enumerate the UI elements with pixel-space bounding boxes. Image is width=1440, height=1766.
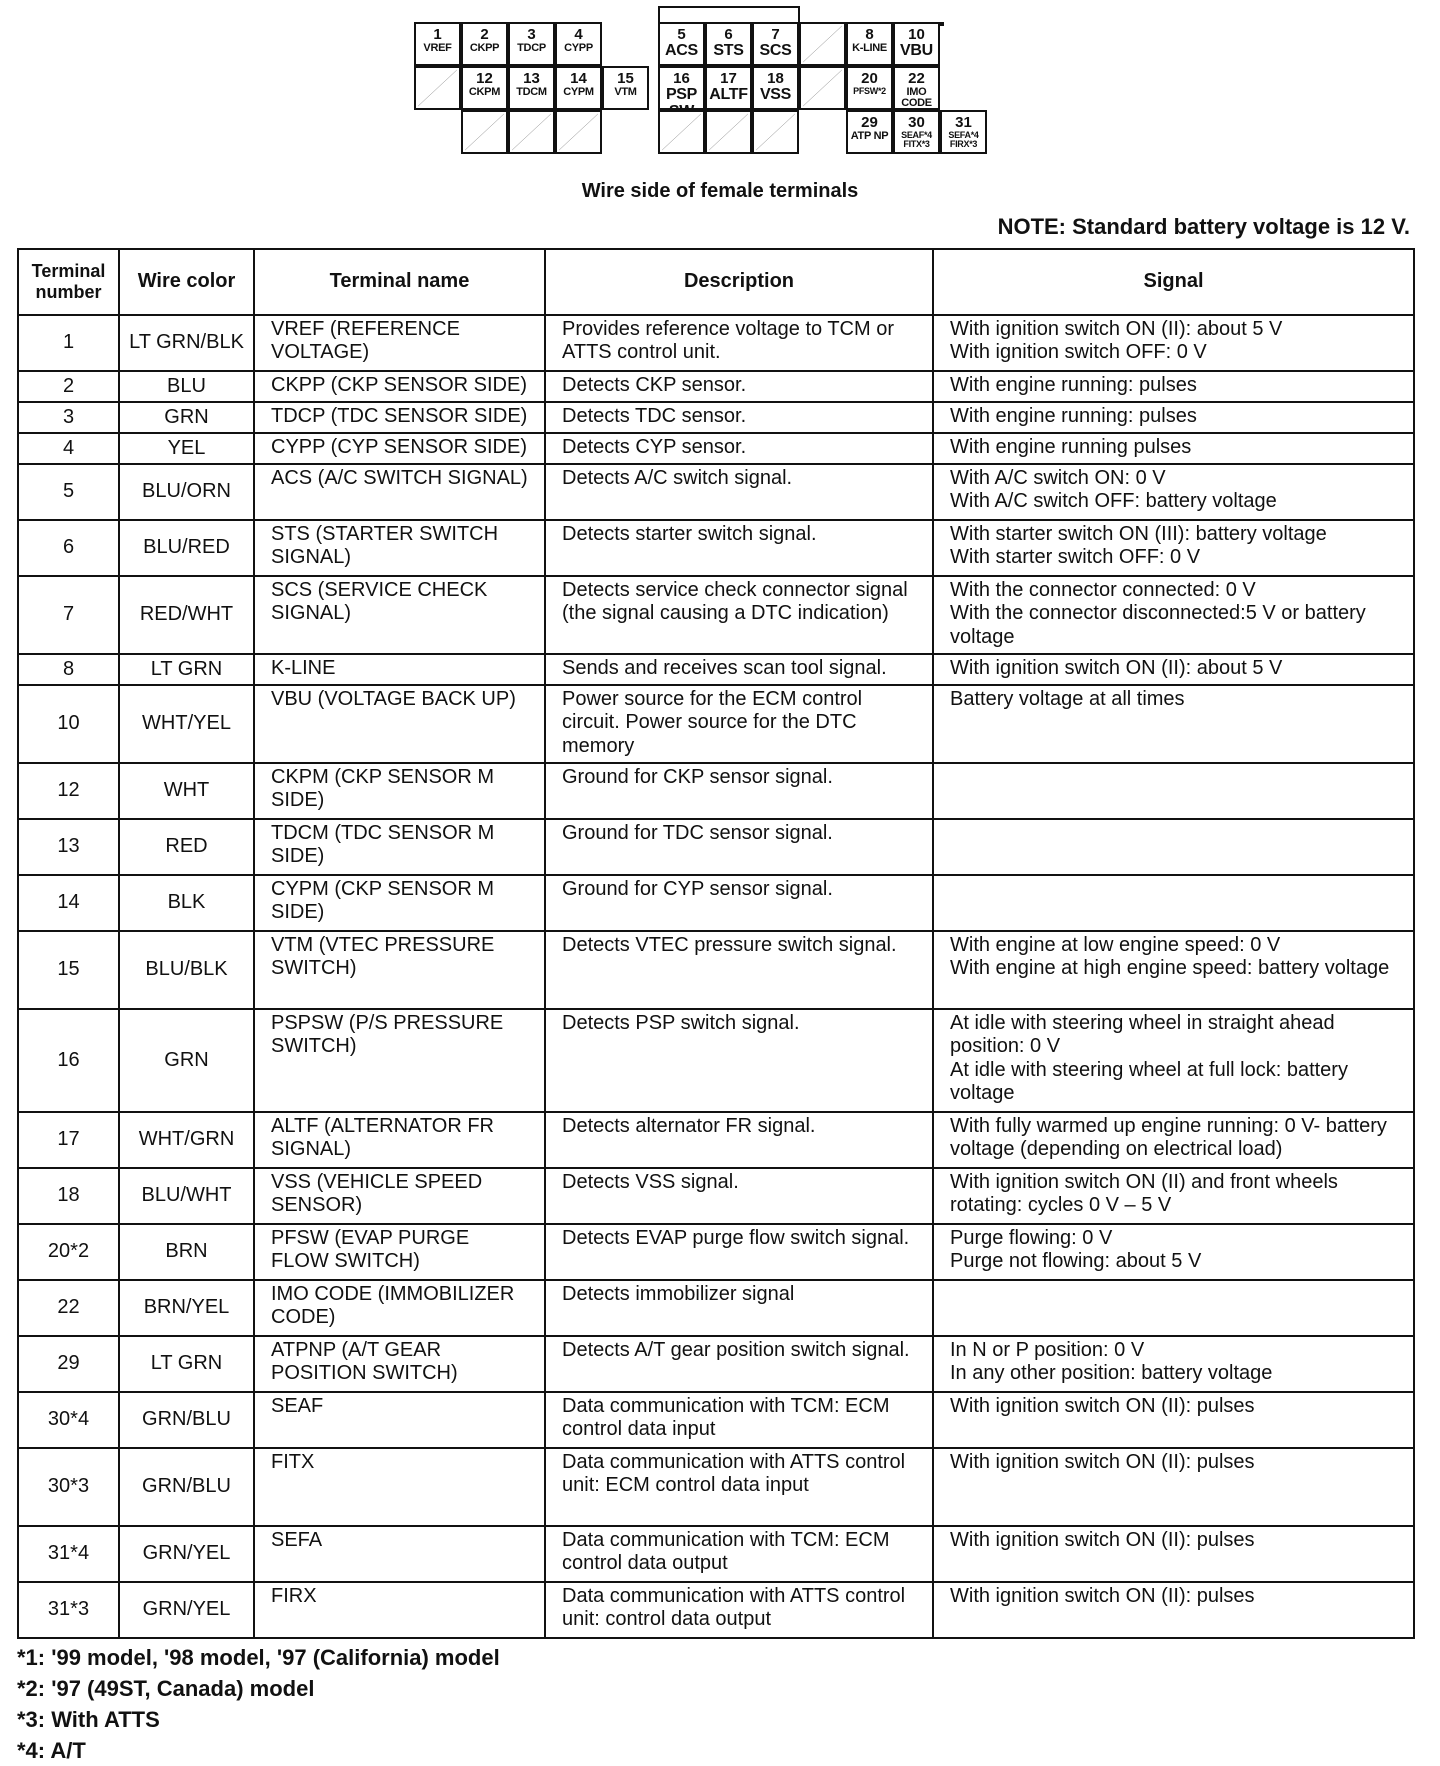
table-row	[18, 685, 1414, 763]
cell-wire-color: WHT/YEL	[119, 685, 254, 763]
cell-terminal: 30*3	[18, 1448, 119, 1526]
footnotes	[17, 1642, 500, 1766]
cell-terminal-name: PFSW (EVAP PURGE FLOW SWITCH)	[254, 1224, 545, 1280]
terminal-cell	[752, 22, 799, 66]
table-row	[18, 1392, 1414, 1448]
terminal-number: 14	[570, 70, 587, 87]
cell-terminal: 12	[18, 763, 119, 819]
cell-terminal: 31*4	[18, 1526, 119, 1582]
cell-terminal-name: VREF (REFERENCE VOLTAGE)	[254, 315, 545, 371]
cell-signal: With ignition switch ON (II): about 5 V	[933, 654, 1414, 685]
terminal-table	[17, 248, 1415, 1639]
cell-signal: Purge flowing: 0 V Purge not flowing: about 5 V	[933, 1224, 1414, 1280]
terminal-signal: CKPP	[469, 41, 500, 54]
cell-signal: With engine running pulses	[933, 433, 1414, 464]
table-row	[18, 1168, 1414, 1224]
cell-wire-color: LT GRN/BLK	[119, 315, 254, 371]
footnote: *1: '99 model, '98 model, '97 (California) model	[17, 1645, 500, 1670]
cell-wire-color: WHT/GRN	[119, 1112, 254, 1168]
cell-terminal-name: K-LINE	[254, 654, 545, 685]
terminal-signal: TDCP	[517, 41, 546, 54]
cell-signal: With ignition switch ON (II) and front wheels rotating: cycles 0 V – 5 V	[933, 1168, 1414, 1224]
terminal-number: 8	[865, 26, 874, 43]
cell-signal: With engine running: pulses	[933, 371, 1414, 402]
cell-description: Detects immobilizer signal	[545, 1280, 933, 1336]
cell-terminal: 8	[18, 654, 119, 685]
terminal-cell	[893, 66, 940, 110]
table-row	[18, 931, 1414, 1009]
cell-terminal-name: CYPM (CKP SENSOR M SIDE)	[254, 875, 545, 931]
cell-description: Data communication with ATTS control unit: control data output	[545, 1582, 933, 1638]
table-row	[18, 464, 1414, 520]
header-terminal-number: Terminal number	[18, 249, 119, 315]
cell-terminal: 29	[18, 1336, 119, 1392]
cell-wire-color: GRN/YEL	[119, 1526, 254, 1582]
cell-terminal-name: FIRX	[254, 1582, 545, 1638]
cell-terminal-name: IMO CODE (IMMOBILIZER CODE)	[254, 1280, 545, 1336]
header-description: Description	[545, 249, 933, 315]
terminal-signal: VBU	[900, 41, 933, 59]
terminal-number: 22	[908, 70, 925, 87]
table-row	[18, 1112, 1414, 1168]
cell-wire-color: YEL	[119, 433, 254, 464]
terminal-cell	[555, 22, 602, 66]
terminal-cell	[893, 22, 940, 66]
cell-terminal-name: ATPNP (A/T GEAR POSITION SWITCH)	[254, 1336, 545, 1392]
cell-description: Ground for CKP sensor signal.	[545, 763, 933, 819]
cell-terminal-name: TDCM (TDC SENSOR M SIDE)	[254, 819, 545, 875]
table-row	[18, 433, 1414, 464]
table-row	[18, 1280, 1414, 1336]
cell-signal: With ignition switch ON (II): pulses	[933, 1582, 1414, 1638]
terminal-number: 4	[574, 26, 583, 43]
terminal-cell	[658, 66, 705, 110]
terminal-number: 7	[771, 26, 780, 43]
cell-signal	[933, 875, 1414, 931]
terminal-signal: STS	[713, 41, 744, 59]
terminal-number: 2	[480, 26, 489, 43]
header-wire-color: Wire color	[119, 249, 254, 315]
cell-terminal: 2	[18, 371, 119, 402]
cell-signal	[933, 1280, 1414, 1336]
table-row	[18, 576, 1414, 654]
unused-terminal-cell	[799, 22, 846, 66]
cell-terminal: 30*4	[18, 1392, 119, 1448]
unused-terminal-cell	[658, 110, 705, 154]
unused-terminal-cell	[461, 110, 508, 154]
terminal-number: 17	[720, 70, 737, 87]
cell-description: Detects alternator FR signal.	[545, 1112, 933, 1168]
terminal-cell	[555, 66, 602, 110]
cell-description: Provides reference voltage to TCM or ATTS control unit.	[545, 315, 933, 371]
cell-description: Detects VTEC pressure switch signal.	[545, 931, 933, 1009]
cell-terminal-name: VTM (VTEC PRESSURE SWITCH)	[254, 931, 545, 1009]
connector-key-notch	[658, 6, 800, 22]
terminal-number: 16	[673, 70, 690, 87]
cell-signal: In N or P position: 0 V In any other position: battery voltage	[933, 1336, 1414, 1392]
terminal-number: 20	[861, 70, 878, 87]
table-row	[18, 371, 1414, 402]
table-row	[18, 654, 1414, 685]
cell-signal: With fully warmed up engine running: 0 V- battery voltage (depending on electrical load)	[933, 1112, 1414, 1168]
cell-signal	[933, 819, 1414, 875]
table-row	[18, 1009, 1414, 1112]
terminal-cell	[705, 22, 752, 66]
cell-wire-color: GRN/BLU	[119, 1448, 254, 1526]
cell-description: Ground for CYP sensor signal.	[545, 875, 933, 931]
terminal-cell	[940, 110, 987, 154]
cell-terminal-name: VSS (VEHICLE SPEED SENSOR)	[254, 1168, 545, 1224]
connector-diagram	[414, 6, 1004, 168]
terminal-number: 29	[861, 114, 878, 131]
cell-wire-color: BLU/RED	[119, 520, 254, 576]
table-row	[18, 763, 1414, 819]
cell-description: Detects starter switch signal.	[545, 520, 933, 576]
cell-terminal: 13	[18, 819, 119, 875]
table-row	[18, 1582, 1414, 1638]
terminal-cell	[414, 22, 461, 66]
terminal-signal: SCS	[759, 41, 792, 59]
terminal-cell	[846, 110, 893, 154]
cell-terminal: 10	[18, 685, 119, 763]
cell-description: Sends and receives scan tool signal.	[545, 654, 933, 685]
table-row	[18, 1336, 1414, 1392]
terminal-cell	[508, 66, 555, 110]
terminal-number: 5	[677, 26, 686, 43]
cell-terminal-name: CKPM (CKP SENSOR M SIDE)	[254, 763, 545, 819]
terminal-cell	[461, 66, 508, 110]
terminal-number: 3	[527, 26, 536, 43]
table-row	[18, 875, 1414, 931]
cell-terminal: 15	[18, 931, 119, 1009]
terminal-cell	[846, 66, 893, 110]
terminal-signal: PSP	[665, 85, 698, 103]
terminal-signal: CYPM	[563, 85, 594, 98]
terminal-signal: VREF	[423, 41, 452, 54]
cell-terminal: 5	[18, 464, 119, 520]
cell-terminal: 17	[18, 1112, 119, 1168]
terminal-number: 1	[433, 26, 442, 43]
cell-wire-color: RED/WHT	[119, 576, 254, 654]
cell-wire-color: BLK	[119, 875, 254, 931]
cell-terminal: 22	[18, 1280, 119, 1336]
cell-wire-color: BLU/WHT	[119, 1168, 254, 1224]
terminal-signal: PFSW*2	[853, 85, 886, 96]
cell-signal: With ignition switch ON (II): pulses	[933, 1526, 1414, 1582]
cell-signal: Battery voltage at all times	[933, 685, 1414, 763]
terminal-signal: ALTF	[709, 85, 748, 103]
cell-signal: At idle with steering wheel in straight ahead position: 0 V At idle with steering wheel at full lock: battery voltage	[933, 1009, 1414, 1112]
cell-wire-color: BLU/ORN	[119, 464, 254, 520]
cell-terminal-name: SEFA	[254, 1526, 545, 1582]
cell-terminal: 31*3	[18, 1582, 119, 1638]
terminal-signal: ACS	[665, 41, 698, 59]
header-signal: Signal	[933, 249, 1414, 315]
terminal-cell	[602, 66, 649, 110]
cell-terminal: 3	[18, 402, 119, 433]
table-row	[18, 1526, 1414, 1582]
terminal-number: 12	[476, 70, 493, 87]
cell-terminal-name: CKPP (CKP SENSOR SIDE)	[254, 371, 545, 402]
cell-wire-color: LT GRN	[119, 1336, 254, 1392]
cell-terminal-name: TDCP (TDC SENSOR SIDE)	[254, 402, 545, 433]
terminal-number: 10	[908, 26, 925, 43]
cell-signal: With A/C switch ON: 0 V With A/C switch OFF: battery voltage	[933, 464, 1414, 520]
table-row	[18, 819, 1414, 875]
cell-signal	[933, 763, 1414, 819]
terminal-number: 15	[617, 70, 634, 87]
terminal-signal: CKPM	[468, 85, 501, 98]
cell-wire-color: BRN/YEL	[119, 1280, 254, 1336]
footnote: *2: '97 (49ST, Canada) model	[17, 1676, 315, 1701]
terminal-number: 13	[523, 70, 540, 87]
terminal-cell	[752, 66, 799, 110]
cell-wire-color: WHT	[119, 763, 254, 819]
table-header-row	[18, 249, 1414, 315]
cell-signal: With engine running: pulses	[933, 402, 1414, 433]
unused-terminal-cell	[508, 110, 555, 154]
cell-description: Detects CYP sensor.	[545, 433, 933, 464]
cell-wire-color: GRN/BLU	[119, 1392, 254, 1448]
cell-description: Data communication with ATTS control unit: ECM control data input	[545, 1448, 933, 1526]
cell-terminal-name: STS (STARTER SWITCH SIGNAL)	[254, 520, 545, 576]
terminal-signal: K-LINE	[852, 41, 887, 54]
unused-terminal-cell	[799, 66, 846, 110]
cell-terminal: 6	[18, 520, 119, 576]
cell-terminal: 1	[18, 315, 119, 371]
table-row	[18, 1224, 1414, 1280]
table-row	[18, 1448, 1414, 1526]
table-row	[18, 520, 1414, 576]
cell-description: Detects EVAP purge flow switch signal.	[545, 1224, 933, 1280]
unused-terminal-cell	[705, 110, 752, 154]
cell-terminal-name: SCS (SERVICE CHECK SIGNAL)	[254, 576, 545, 654]
cell-signal: With the connector connected: 0 V With the connector disconnected:5 V or battery voltage	[933, 576, 1414, 654]
cell-terminal: 20*2	[18, 1224, 119, 1280]
terminal-signal: VSS	[759, 85, 792, 103]
terminal-signal: TDCM	[516, 85, 547, 98]
connector-caption: Wire side of female terminals	[581, 180, 859, 202]
terminal-signal: SEAF*4 FITX*3	[901, 129, 932, 150]
cell-terminal-name: SEAF	[254, 1392, 545, 1448]
unused-terminal-cell	[940, 22, 944, 26]
cell-terminal-name: FITX	[254, 1448, 545, 1526]
table-row	[18, 315, 1414, 371]
cell-description: Detects VSS signal.	[545, 1168, 933, 1224]
cell-description: Ground for TDC sensor signal.	[545, 819, 933, 875]
cell-terminal-name: PSPSW (P/S PRESSURE SWITCH)	[254, 1009, 545, 1112]
cell-terminal: 16	[18, 1009, 119, 1112]
cell-terminal-name: ALTF (ALTERNATOR FR SIGNAL)	[254, 1112, 545, 1168]
terminal-cell	[893, 110, 940, 154]
footnote: *4: A/T	[17, 1738, 86, 1763]
terminal-signal: SEFA*4 FIRX*3	[948, 129, 979, 150]
terminal-signal: CYPP	[564, 41, 593, 54]
cell-description: Power source for the ECM control circuit. Power source for the DTC memory	[545, 685, 933, 763]
header-terminal-name: Terminal name	[254, 249, 545, 315]
footnote: *3: With ATTS	[17, 1707, 160, 1732]
cell-wire-color: BLU/BLK	[119, 931, 254, 1009]
cell-terminal-name: VBU (VOLTAGE BACK UP)	[254, 685, 545, 763]
cell-signal: With starter switch ON (III): battery voltage With starter switch OFF: 0 V	[933, 520, 1414, 576]
cell-wire-color: LT GRN	[119, 654, 254, 685]
cell-wire-color: BLU	[119, 371, 254, 402]
cell-description: Detects TDC sensor.	[545, 402, 933, 433]
cell-terminal: 18	[18, 1168, 119, 1224]
terminal-signal: ATP NP	[850, 129, 889, 142]
terminal-number: 18	[767, 70, 784, 87]
terminal-number: 31	[955, 114, 972, 131]
cell-wire-color: GRN/YEL	[119, 1582, 254, 1638]
cell-description: Detects A/C switch signal.	[545, 464, 933, 520]
terminal-cell	[508, 22, 555, 66]
cell-description: Detects A/T gear position switch signal.	[545, 1336, 933, 1392]
cell-signal: With engine at low engine speed: 0 V With engine at high engine speed: battery voltage	[933, 931, 1414, 1009]
cell-description: Detects service check connector signal (the signal causing a DTC indication)	[545, 576, 933, 654]
cell-wire-color: GRN	[119, 1009, 254, 1112]
unused-terminal-cell	[752, 110, 799, 154]
cell-wire-color: BRN	[119, 1224, 254, 1280]
terminal-cell	[461, 22, 508, 66]
cell-terminal-name: CYPP (CYP SENSOR SIDE)	[254, 433, 545, 464]
cell-description: Data communication with TCM: ECM control data output	[545, 1526, 933, 1582]
cell-wire-color: GRN	[119, 402, 254, 433]
cell-wire-color: RED	[119, 819, 254, 875]
cell-description: Detects PSP switch signal.	[545, 1009, 933, 1112]
unused-terminal-cell	[414, 66, 461, 110]
terminal-signal: IMO CODE	[901, 85, 932, 110]
cell-signal: With ignition switch ON (II): pulses	[933, 1392, 1414, 1448]
terminal-number: 6	[724, 26, 733, 43]
cell-description: Data communication with TCM: ECM control data input	[545, 1392, 933, 1448]
terminal-cell	[658, 22, 705, 66]
terminal-cell	[705, 66, 752, 110]
cell-signal: With ignition switch ON (II): pulses	[933, 1448, 1414, 1526]
unused-terminal-cell	[555, 110, 602, 154]
cell-terminal: 14	[18, 875, 119, 931]
table-row	[18, 402, 1414, 433]
terminal-signal: VTM	[614, 85, 637, 98]
terminal-number: 30	[908, 114, 925, 131]
cell-terminal: 4	[18, 433, 119, 464]
cell-terminal-name: ACS (A/C SWITCH SIGNAL)	[254, 464, 545, 520]
cell-terminal: 7	[18, 576, 119, 654]
terminal-cell	[846, 22, 893, 66]
cell-signal: With ignition switch ON (II): about 5 V With ignition switch OFF: 0 V	[933, 315, 1414, 371]
cell-description: Detects CKP sensor.	[545, 371, 933, 402]
battery-voltage-note: NOTE: Standard battery voltage is 12 V.	[997, 214, 1410, 239]
